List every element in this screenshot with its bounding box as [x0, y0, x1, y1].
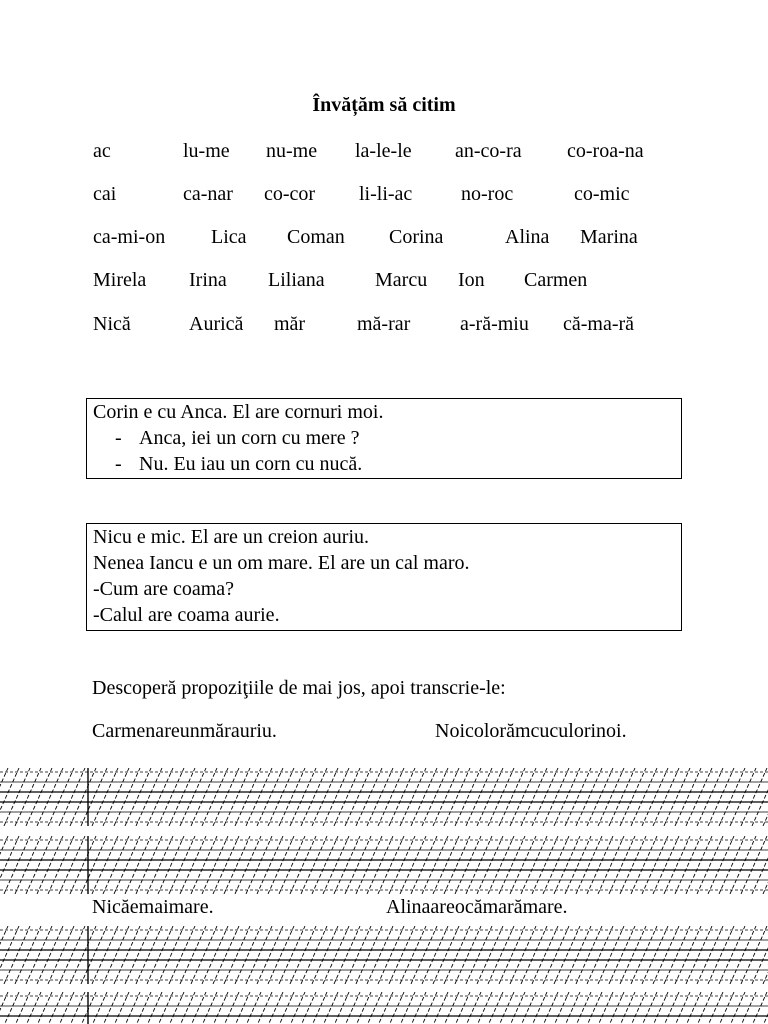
- reading-box-1: [86, 398, 682, 479]
- dash-mark: -: [115, 427, 122, 449]
- writing-lines: [0, 836, 768, 894]
- syllable-word: Lica: [211, 226, 247, 248]
- reading-box-2: [86, 523, 682, 631]
- text-line: Corin e cu Anca. El are cornuri moi.: [93, 401, 384, 423]
- dialogue-text: Nu. Eu iau un corn cu nucă.: [139, 453, 363, 475]
- syllable-word: mă-rar: [357, 313, 411, 335]
- syllable-word: Liliana: [268, 269, 325, 291]
- syllable-word: Nică: [93, 313, 131, 335]
- syllable-word: lu-me: [183, 140, 230, 162]
- syllable-word: Carmen: [524, 269, 588, 291]
- scrambled-sentence: Alinaareocămarămare.: [386, 896, 568, 918]
- syllable-word: no-roc: [461, 183, 514, 205]
- writing-lines: [0, 926, 768, 984]
- scrambled-sentence: Nicăemaimare.: [92, 896, 214, 918]
- syllable-word: la-le-le: [355, 140, 412, 162]
- writing-lines: [0, 992, 768, 1024]
- text-line: Nenea Iancu e un om mare. El are un cal maro.: [93, 552, 470, 574]
- text-line: -Cum are coama?: [93, 578, 235, 600]
- syllable-word: Alina: [505, 226, 550, 248]
- text-line: Nicu e mic. El are un creion auriu.: [93, 526, 369, 548]
- syllable-word: Mirela: [93, 269, 147, 291]
- syllable-word: că-ma-ră: [563, 313, 635, 335]
- syllable-word: Corina: [389, 226, 444, 248]
- scrambled-sentence: Noicolorămcuculorinoi.: [435, 720, 627, 742]
- dialogue-line: [93, 425, 675, 451]
- dash-mark: -: [115, 453, 122, 475]
- dialogue-line: [93, 451, 675, 477]
- syllable-word: Coman: [287, 226, 345, 248]
- syllable-word: a-ră-miu: [460, 313, 529, 335]
- syllable-word: ac: [93, 140, 111, 162]
- syllable-word: co-cor: [264, 183, 316, 205]
- syllable-word: co-mic: [574, 183, 630, 205]
- syllable-word: Aurică: [189, 313, 244, 335]
- exercise-instruction: Descoperă propoziţiile de mai jos, apoi transcrie-le:: [92, 677, 506, 699]
- syllable-word: Marcu: [375, 269, 428, 291]
- writing-lines: [0, 768, 768, 826]
- syllable-word: ca-mi-on: [93, 226, 166, 248]
- syllable-word: ca-nar: [183, 183, 233, 205]
- syllable-word: Marina: [580, 226, 638, 248]
- syllable-word: măr: [274, 313, 306, 335]
- syllable-word: nu-me: [266, 140, 318, 162]
- syllable-word: an-co-ra: [455, 140, 522, 162]
- syllable-word: cai: [93, 183, 117, 205]
- text-line: -Calul are coama aurie.: [93, 604, 280, 626]
- page-title: Învățăm să citim: [312, 94, 456, 116]
- syllable-word: Ion: [458, 269, 485, 291]
- scrambled-sentence: Carmenareunmărauriu.: [92, 720, 277, 742]
- syllable-word: co-roa-na: [567, 140, 644, 162]
- dialogue-text: Anca, iei un corn cu mere ?: [139, 427, 360, 449]
- syllable-word: li-li-ac: [359, 183, 413, 205]
- syllable-word: Irina: [189, 269, 227, 291]
